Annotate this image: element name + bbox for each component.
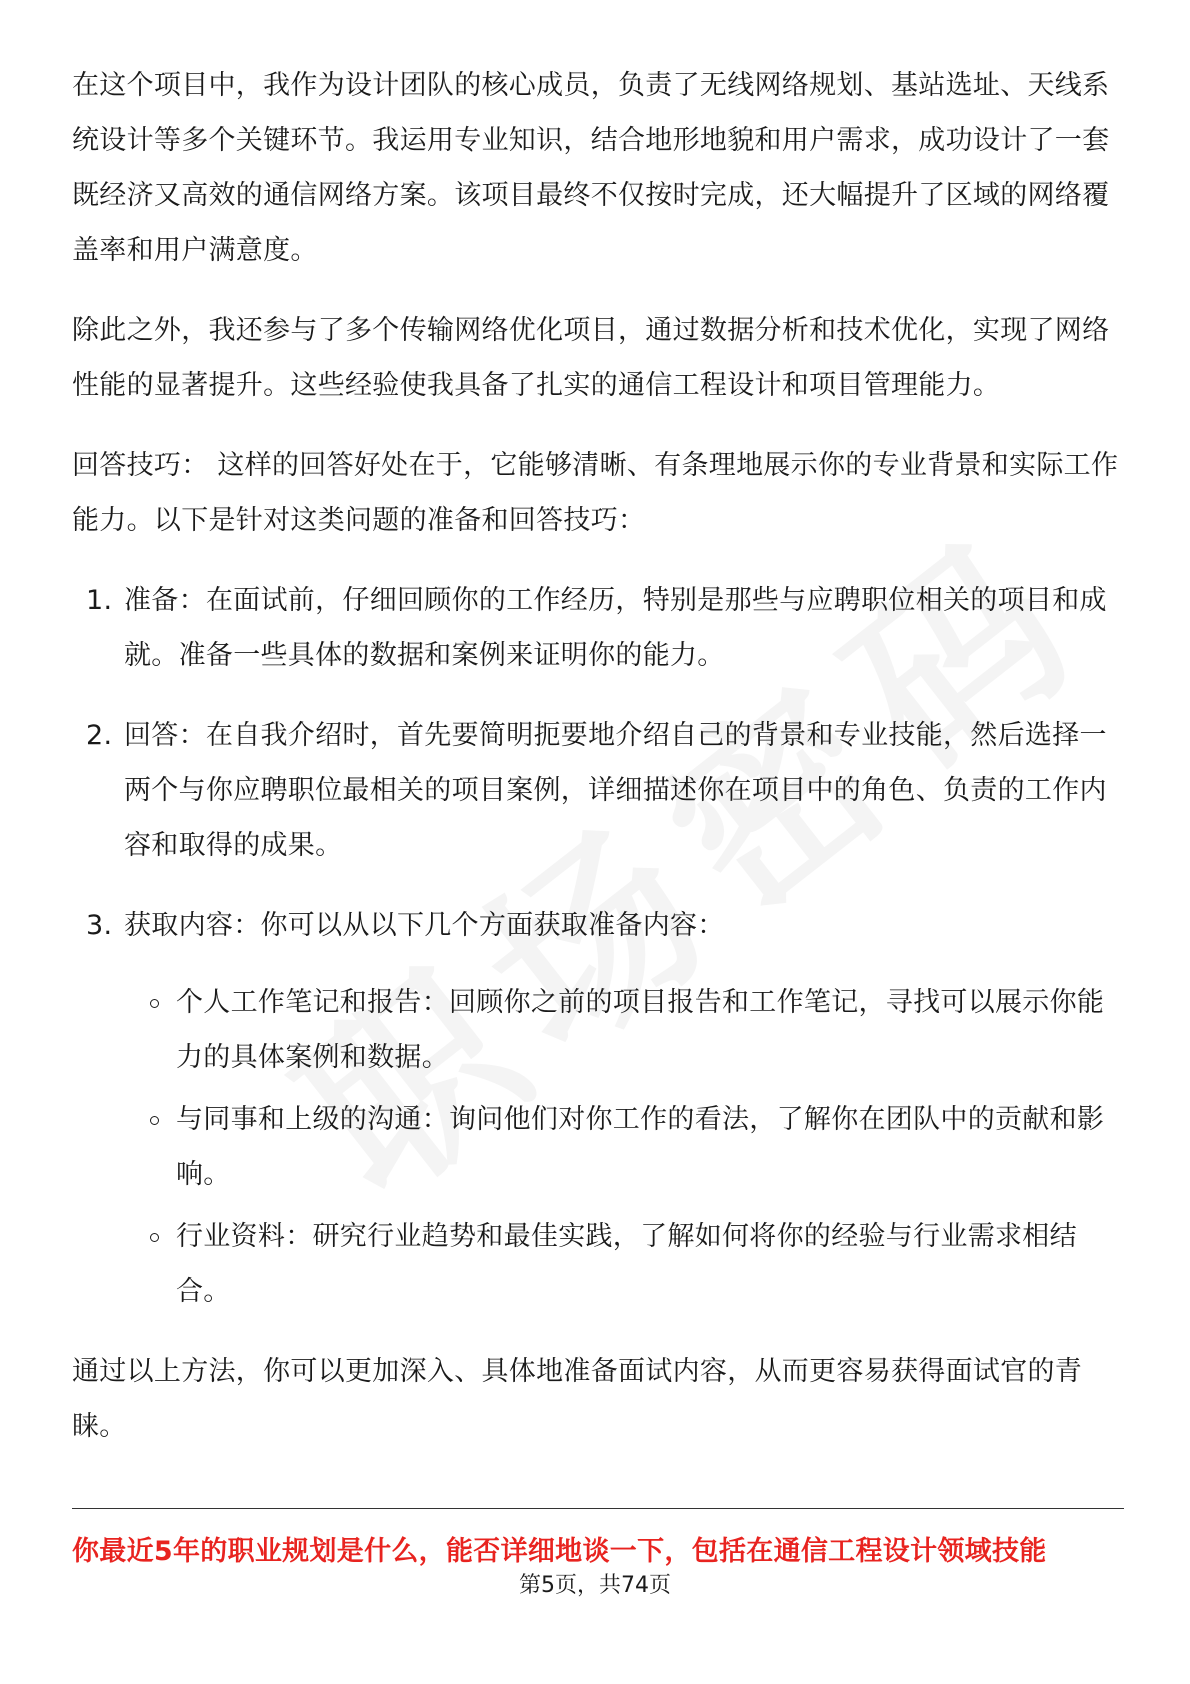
paragraph-answer-tips: 回答技巧： 这样的回答好处在于，它能够清晰、有条理地展示你的专业背景和实际工作能力。以下是针对这类问题的准备和回答技巧： [72,450,1119,536]
tip-item-answer [72,708,1124,873]
tip-number: 2. [86,720,113,751]
content-source-item [124,1209,1124,1319]
tip-number: 3. [86,910,113,941]
section-divider [72,1508,1124,1509]
paragraph-closing: 通过以上方法，你可以更加深入、具体地准备面试内容，从而更容易获得面试官的青睐。 [72,1356,1083,1442]
circle-bullet-icon [150,1116,159,1125]
circle-bullet-icon [150,999,159,1008]
content-source-text: 行业资料：研究行业趋势和最佳实践，了解如何将你的经验与行业需求相结合。 [176,1221,1077,1307]
tip-text: 回答：在自我介绍时，首先要简明扼要地介绍自己的背景和专业技能，然后选择一两个与你应聘职位最相关的项目案例，详细描述你在项目中的角色、负责的工作内容和取得的成果。 [124,720,1107,861]
circle-bullet-icon [150,1233,159,1242]
tips-list [72,573,1124,1319]
content-sources-list [124,975,1124,1319]
page-number: 第5页，共74页 [519,1573,671,1598]
paragraph-project-role: 在这个项目中，我作为设计团队的核心成员，负责了无线网络规划、基站选址、天线系统设计等多个关键环节。我运用专业知识，结合地形地貌和用户需求，成功设计了一套既经济又高效的通信网络方案。该项目最终不仅按时完成，还大幅提升了区域的网络覆盖率和用户满意度。 [72,70,1110,266]
tip-item-prepare [72,573,1124,683]
tip-item-get-content [72,898,1124,1319]
content-source-text: 与同事和上级的沟通：询问他们对你工作的看法，了解你在团队中的贡献和影响。 [176,1104,1105,1190]
tip-number: 1. [86,585,113,616]
paragraph-other-experience: 除此之外，我还参与了多个传输网络优化项目，通过数据分析和技术优化，实现了网络性能的显著提升。这些经验使我具备了扎实的通信工程设计和项目管理能力。 [72,315,1110,401]
tip-text: 获取内容：你可以从以下几个方面获取准备内容： [124,910,725,941]
content-source-text: 个人工作笔记和报告：回顾你之前的项目报告和工作笔记，寻找可以展示你能力的具体案例和数据。 [176,987,1105,1073]
content-source-item [124,975,1124,1085]
content-source-item [124,1092,1124,1202]
document-body [72,58,1124,1479]
tip-text: 准备：在面试前，仔细回顾你的工作经历，特别是那些与应聘职位相关的项目和成就。准备一些具体的数据和案例来证明你的能力。 [124,585,1107,671]
next-question-heading: 你最近5年的职业规划是什么，能否详细地谈一下，包括在通信工程设计领域技能 [72,1536,1047,1567]
